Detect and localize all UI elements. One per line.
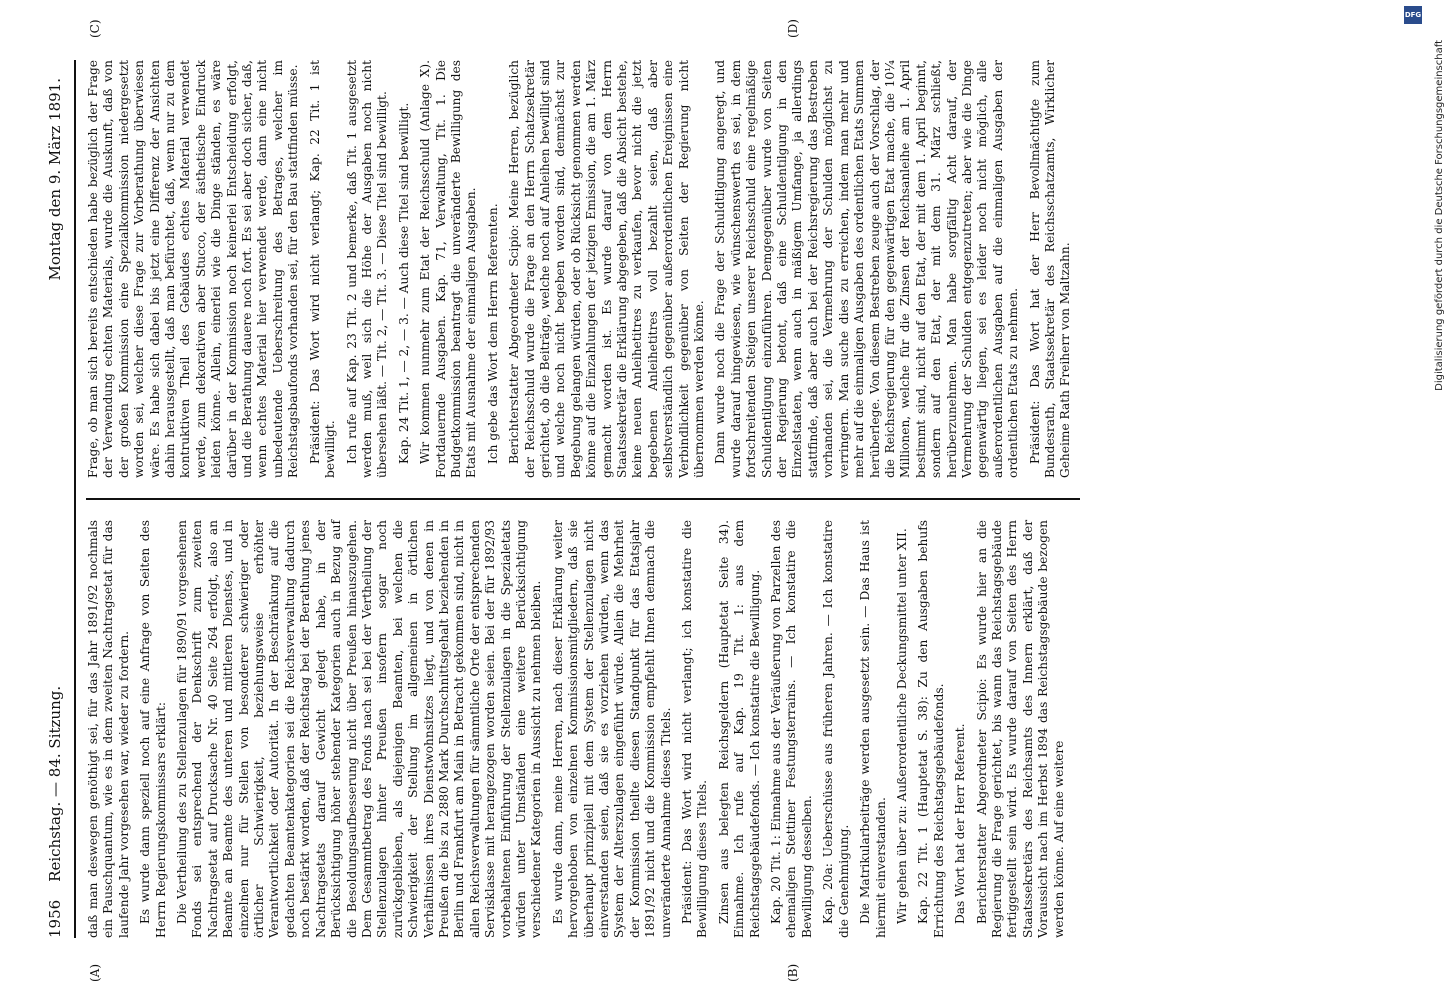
column-divider <box>86 498 1080 500</box>
paragraph: daß man deswegen genöthigt sei, für das Jahr 1891/92 nochmals ein Pauschquantum, wie es in dem zweiten Nachtragsetat für das laufende Jahr vorgesehen war, wieder zu fordern. <box>86 519 131 938</box>
marker-c: (C) <box>88 19 102 38</box>
paragraph: Dann wurde noch die Frage der Schuldtilgung angeregt, und wurde darauf hingewiesen, wie wünschenswerth es sei, in dem fortschreitenden Steigen unserer Reichsschuld eine regelmäßige Schuldentilgung einzuführen. Demgegenüber wurde von Seiten der Regierung betont, daß eine Schuldentilgung in den Einzelstaaten, wenn auch in mäßigem Umfange, ja allerdings stattfinde, daß aber auch bei der Reichsregierung das Bestreben vorhanden sei, die Vermehrung der Schulden möglichst zu verringern. Man suche dies zu erreichen, indem man mehr und mehr auf die einmaligen Ausgaben des ordentlichen Etats Summen herüberlege. Von diesem Bestreben zeuge auch der Vorschlag, der die Reichsregierung für den gegenwärtigen Etat mache, die 10¼ Millionen, welche für die Zinsen der Reichsanleihe am 1. April bestimmt sind, nicht auf den Etat, der mit dem 1. April beginnt, sondern auf den Etat, der mit dem 31. März schließt, herüberzunehmen. Man habe sorgfältig Acht darauf, der Vermehrung der Schulden entgegenzutreten; aber wie die Dinge gegenwärtig liegen, sei es leider noch nicht möglich, alle außerordentlichen Ausgaben auf die einmaligen Ausgaben der ordentlichen Etats zu nehmen. <box>713 60 1021 479</box>
paragraph: Ich gebe das Wort dem Herrn Referenten. <box>485 203 500 465</box>
paragraph: Berichterstatter Abgeordneter Scipio: Es wurde hier an die Regierung die Frage gerichtet, bis wann das Reichstagsgebäude fertiggestellt sein wird. Es wurde darauf von Seiten des Herrn Staatssekretärs des Reichsamts des Innern erklärt, daß der Voraussicht nach im Herbst 1894 das Reichstagsgebäude bezogen werden könne. Auf eine weitere <box>974 519 1066 938</box>
marker-b: (B) <box>786 963 800 982</box>
marker-d: (D) <box>786 19 800 38</box>
text-columns <box>86 19 1080 982</box>
paragraph: Frage, ob man sich bereits entschieden habe bezüglich der Frage der Verwendung echten Materials, wurde die Auskunft, daß von der großen Kommission eine Spezialkommission niedergesetzt worden sei, welcher diese Frage zur Vorberathung überwiesen wäre. Es habe sich dabei bis jetzt eine Differenz der Ansichten dahin herausgestellt, daß man befürchtet, daß, wenn nur zu dem kontruktiven Theil des Gebäudes echtes Material verwendet werde, zum dekorativen aber Stucco, der ästhetische Eindruck leiden könne. Allein, einerlei wie die Dinge ständen, es wäre darüber in der Kommission noch keinerlei Entscheidung erfolgt, und die Berathung dauere noch fort. Es sei aber doch sicher, daß, wenn echtes Material hier verwendet werde, dann eine nicht unbedeutende Ueberschreitung des Betrages, welcher im Reichstagsbaufonds vorhanden sei, für den Bau stattfinden müsse. <box>86 60 301 479</box>
running-header <box>46 60 76 938</box>
paragraph: Es wurde dann, meine Herren, nach dieser Erklärung weiter hervorgehoben von einzelnen Kommissionsmitgliedern, daß sie überhaupt prinzipiell mit dem System der Stellenzulagen nicht einverstanden seien, daß sie es vorziehen würden, wenn das System der Alterszulagen eingeführt würde. Allein die Mehrheit der Kommission theilte diesen Standpunkt für das Etatsjahr 1891/92 nicht und die Kommission empfiehlt Ihnen demnach die unveränderte Annahme dieses Titels. <box>550 519 673 938</box>
paragraph: Die Matrikularbeiträge werden ausgesetzt sein. — Das Haus ist hiermit einverstanden. <box>858 519 888 938</box>
paragraph: Wir kommen nunmehr zum Etat der Reichsschuld (Anlage X). Fortdauernde Ausgaben. Kap. 71, Verwaltung, Tit. 1. Die Budgetkommission beantragt die unveränderte Bewilligung des Etats mit Ausnahme der einmaligen Ausgaben. <box>418 60 479 479</box>
paragraph: Das Wort hat der Herr Referent. <box>953 723 968 924</box>
marker-a: (A) <box>88 963 102 982</box>
right-running-title: Montag den 9. März 1891. <box>46 78 64 281</box>
paragraph: Präsident: Das Wort wird nicht verlangt; Kap. 22 Tit. 1 ist bewilligt. <box>307 60 338 479</box>
paragraph: Präsident: Das Wort wird nicht verlangt; ich konstatire die Bewilligung dieses Titels. <box>680 519 710 938</box>
right-column <box>86 60 1080 478</box>
paragraph: Zinsen aus belegten Reichsgeldern (Hauptetat Seite 34). Einnahme. Ich rufe auf Kap. 19 Tit. 1: aus dem Reichstagsgebäudefonds. — Ich konstatire die Bewilligung. <box>716 519 762 938</box>
paragraph: Kap. 24 Tit. 1, — 2, — 3. — Auch diese Titel sind bewilligt. <box>396 102 411 465</box>
paragraph: Ich rufe auf Kap. 23 Tit. 2 und bemerke, daß Tit. 1 ausgesetzt werden muß, weil sich die Höhe der Ausgaben noch nicht übersehen läßt. — Tit. 2, — Tit. 3. — Diese Titel sind bewilligt. <box>344 60 390 479</box>
paragraph: Kap. 20 Tit. 1: Einnahme aus der Veräußerung von Parzellen des ehemaligen Stettiner Festungsterrains. — Ich konstatire die Bewilligung desselben. <box>769 519 814 938</box>
paragraph: Kap. 22 Tit. 1 (Hauptetat S. 38): Zu den Ausgaben behufs Errichtung des Reichstagsgebäudefonds. <box>916 519 946 938</box>
left-column <box>86 520 1080 938</box>
page-number: 1956 <box>46 899 64 938</box>
digitization-credit <box>1404 0 1445 1000</box>
paragraph: Die Vertheilung des zu Stellenzulagen für 1890/91 vorgesehenen Fonds sei entsprechend der Denkschrift zum zweiten Nachtragsetat auf Drucksache Nr. 40 Seite 264 erfolgt, also an Beamte an Beamte des unteren und mittleren Dienstes, und in einzelnen nur für Stellen von besonderer schwieriger oder örtlicher Schwierigkeit, beziehungsweise erhöhter Verantwortlichkeit oder Autorität. In der Beschränkung auf die gedachten Beamtenkategorien sei die Reichsverwaltung dadurch noch bestärkt worden, daß der Reichstag bei der Berathung jenes Nachtragsetats darauf Gewicht gelegt habe, in der Berücksichtigung höher stehender Kategorien auch in Bezug auf die Besoldungsaufbesserung nicht über Preußen hinauszugehen. Dem Gesammtbetrag des Fonds nach sei bei der Vertheilung der Stellenzulagen hinter Preußen insofern sogar noch zurückgeblieben, als diejenigen Beamten, bei welchen die Schwierigkeit der Stellung im allgemeinen in örtlichen Verhältnissen ihres Dienstwohnsitzes liegt, und von denen in Preußen die bis zu 2880 Mark Durchschnittsgehalt beziehenden in Berlin und Frankfurt am Main in Betracht gekommen sind, nicht in allen Reichsverwaltungen für sämmtliche Orte der entsprechenden Servisklasse mit herangezogen worden seien. Bei der für 1892/93 vorbehaltenen Einführung der Stellenzulagen in die Spezialetats würden unter Umständen eine weitere Berücksichtigung verschiedener Kategorien in Aussicht zu nehmen bleiben. <box>175 519 544 938</box>
paragraph: Kap. 20a: Ueberschüsse aus früheren Jahren. — Ich konstatire die Genehmigung. <box>821 519 851 938</box>
dfg-logo: DFG <box>1404 6 1422 24</box>
paragraph: Wir gehen über zu: Außerordentliche Deckungsmittel unter XII. <box>894 528 909 924</box>
paragraph: Präsident: Das Wort hat der Herr Bevollmächtigte zum Bundesrath, Staatssekretär des Reichsschatzamts, Wirklicher Geheime Rath Freiherr von Maltzahn. <box>1027 60 1073 479</box>
paragraph: Berichterstatter Abgeordneter Scipio: Meine Herren, bezüglich der Reichsschuld wurde die Frage an den Herrn Schatzsekretär gerichtet, ob die Beiträge, welche noch auf Anleihen bewilligt sind und welche noch nicht begeben worden sind, demnächst zur Begebung gelangen würden, oder ob Rücksicht genommen werden könne auf die Einzahlungen der jetzigen Emission, die am 1. März gemacht worden ist. Es wurde darauf von dem Herrn Staatssekretär die Erklärung abgegeben, daß die Absicht bestehe, keine neuen Anleihetitres zu verkaufen, bevor nicht die jetzt begebenen Anleihetitres voll bezahlt seien, daß aber selbstverständlich gegenüber außerordentlichen Ereignissen eine Verbindlichkeit gegenüber von Seiten der Regierung nicht übernommen werden könne. <box>507 60 707 479</box>
paragraph: Es wurde dann speziell noch auf eine Anfrage von Seiten des Herrn Regierungskommissars erklärt: <box>138 519 168 938</box>
credit-text: Digitalisierung gefördert durch die Deutsche Forschungsgemeinschaft <box>1434 40 1445 391</box>
left-running-title: Reichstag. — 84. Sitzung. <box>46 685 64 882</box>
